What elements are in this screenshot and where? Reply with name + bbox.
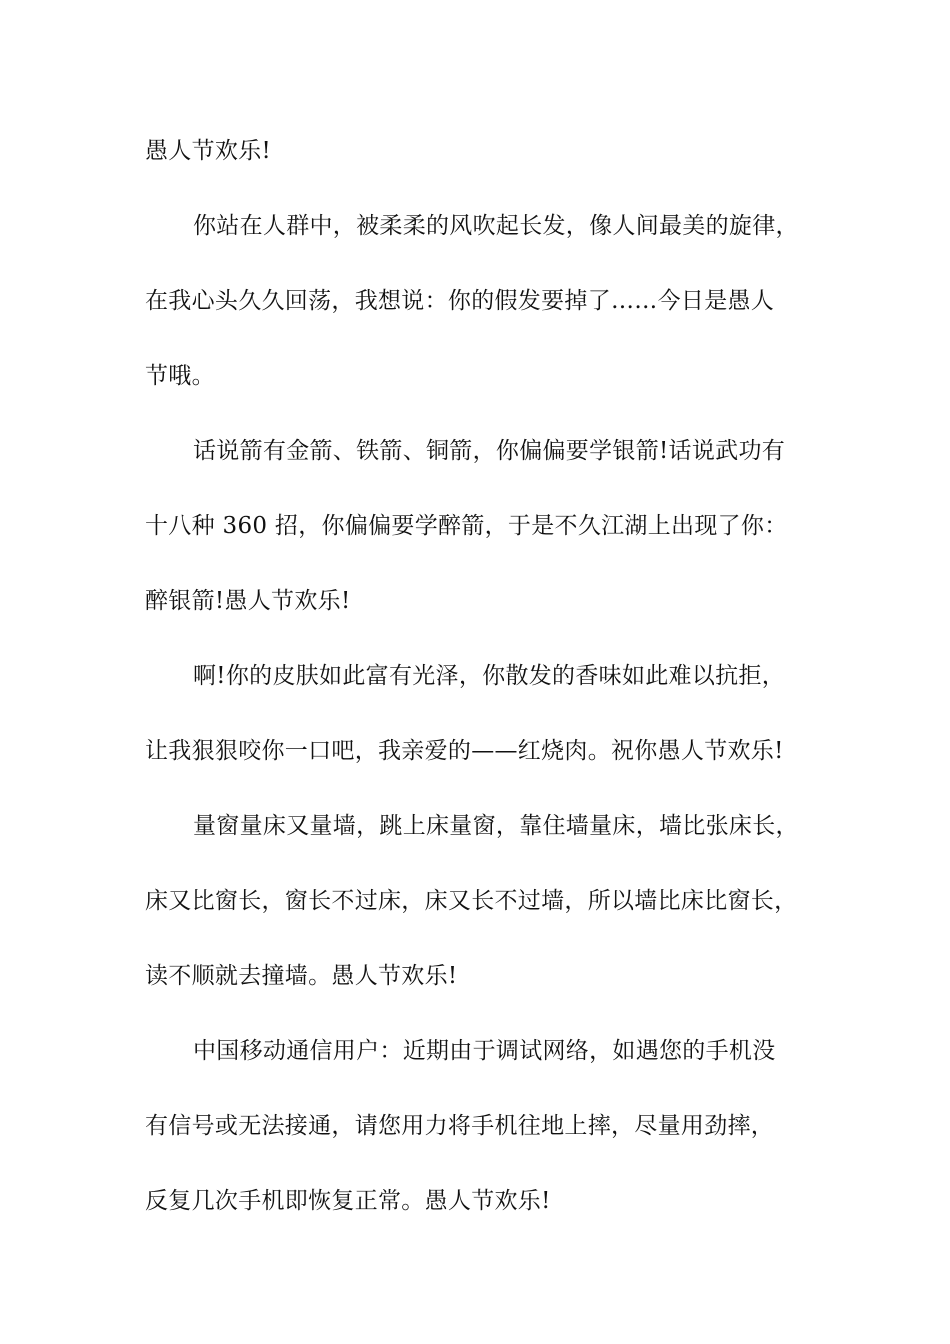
text-line: 让我狠狠咬你一口吧，我亲爱的——红烧肉。祝你愚人节欢乐! [145,738,784,764]
text-line: 愚人节欢乐! [145,138,272,164]
text-line: 反复几次手机即恢复正常。愚人节欢乐! [145,1188,551,1214]
text-line: 在我心头久久回荡，我想说：你的假发要掉了……今日是愚人 [145,288,775,314]
text-line: 床又比窗长，窗长不过床，床又长不过墙，所以墙比床比窗长， [145,888,798,914]
paragraph-first-line: 量窗量床又量墙，跳上床量窗，靠住墙量床，墙比张床长， [193,813,799,839]
text-line: 节哦。 [145,363,215,389]
paragraph-first-line: 你站在人群中，被柔柔的风吹起长发，像人间最美的旋律， [193,213,799,239]
paragraph-first-line: 话说箭有金箭、铁箭、铜箭，你偏偏要学银箭!话说武功有 [193,438,786,464]
text-line: 醉银箭!愚人节欢乐! [145,588,351,614]
paragraph-first-line: 中国移动通信用户：近期由于调试网络，如遇您的手机没 [193,1038,776,1064]
text-line: 读不顺就去撞墙。愚人节欢乐! [145,963,458,989]
text-line: 十八种 360 招，你偏偏要学醉箭，于是不久江湖上出现了你： [145,513,788,539]
text-line: 有信号或无法接通，请您用力将手机往地上摔，尽量用劲摔， [145,1113,775,1139]
paragraph-first-line: 啊!你的皮肤如此富有光泽，你散发的香味如此难以抗拒， [193,663,786,689]
